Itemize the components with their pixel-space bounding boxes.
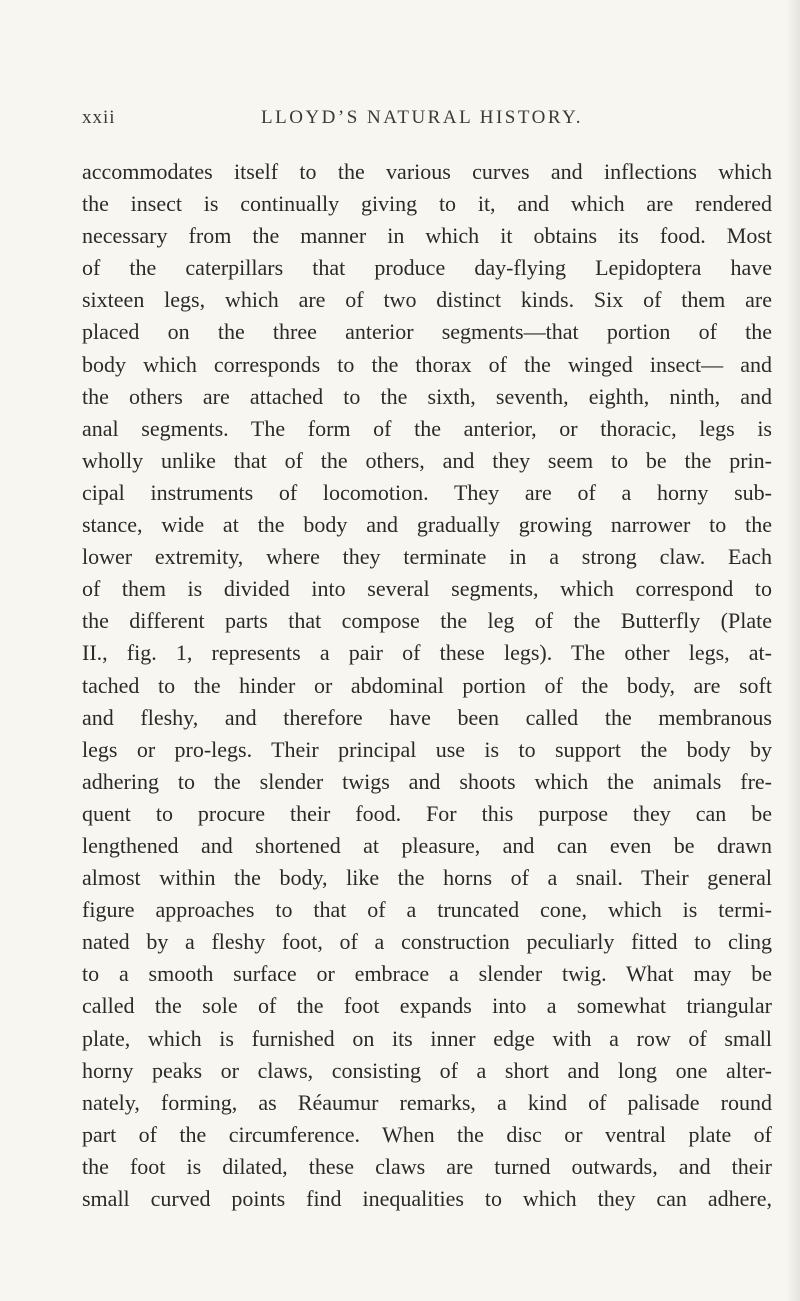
- text-line: the insect is continually giving to it, and which are rendered: [82, 191, 772, 217]
- text-line: nated by a fleshy foot, of a construction peculiarly fitted to cling: [82, 929, 772, 955]
- text-line: accommodates itself to the various curves and inflections which: [82, 159, 772, 184]
- text-line: and fleshy, and therefore have been called the membranous: [82, 704, 772, 730]
- text-line: necessary from the manner in which it obtains its food. Most: [82, 223, 772, 249]
- body-text: [82, 156, 772, 1215]
- text-line: the foot is dilated, these claws are turned outwards, and their: [82, 1153, 772, 1179]
- text-line: part of the circumference. When the disc or ventral plate of: [82, 1121, 772, 1147]
- text-line: cipal instruments of locomotion. They are of a horny sub-: [82, 479, 772, 505]
- text-line: tached to the hinder or abdominal portion of the body, are soft: [82, 672, 772, 698]
- text-line: body which corresponds to the thorax of the winged insect— and: [82, 351, 772, 377]
- text-line: the different parts that compose the leg of the Butterfly (Plate: [82, 608, 772, 634]
- running-head: [82, 107, 762, 137]
- text-line: to a smooth surface or embrace a slender twig. What may be: [82, 961, 772, 987]
- text-line: small curved points find inequalities to which they can adhere,: [82, 1186, 772, 1211]
- text-line: anal segments. The form of the anterior, or thoracic, legs is: [82, 415, 772, 441]
- text-line: legs or pro-legs. Their principal use is to support the body by: [82, 736, 772, 762]
- text-line: called the sole of the foot expands into a somewhat triangular: [82, 993, 772, 1019]
- text-line: horny peaks or claws, consisting of a short and long one alter-: [82, 1057, 772, 1083]
- text-line: figure approaches to that of a truncated cone, which is termi-: [82, 897, 772, 923]
- text-line: of them is divided into several segments, which correspond to: [82, 576, 772, 602]
- text-line: stance, wide at the body and gradually growing narrower to the: [82, 512, 772, 538]
- text-line: plate, which is furnished on its inner edge with a row of small: [82, 1025, 772, 1051]
- text-line: almost within the body, like the horns of a snail. Their general: [82, 865, 772, 891]
- text-line: wholly unlike that of the others, and they seem to be the prin-: [82, 447, 772, 473]
- text-line: the others are attached to the sixth, seventh, eighth, ninth, and: [82, 383, 772, 409]
- text-line: lengthened and shortened at pleasure, and can even be drawn: [82, 832, 772, 858]
- page-edge-shadow: [786, 0, 800, 1301]
- text-line: adhering to the slender twigs and shoots which the animals fre-: [82, 768, 772, 794]
- running-title: LLOYD’S NATURAL HISTORY.: [261, 107, 583, 128]
- text-line: of the caterpillars that produce day-flying Lepidoptera have: [82, 255, 772, 281]
- text-line: lower extremity, where they terminate in a strong claw. Each: [82, 544, 772, 570]
- text-line: sixteen legs, which are of two distinct kinds. Six of them are: [82, 287, 772, 313]
- text-line: nately, forming, as Réaumur remarks, a kind of palisade round: [82, 1089, 772, 1115]
- page-number: xxii: [82, 107, 116, 128]
- text-line: II., fig. 1, represents a pair of these legs). The other legs, at-: [82, 640, 772, 666]
- text-line: placed on the three anterior segments—that portion of the: [82, 319, 772, 345]
- text-line: quent to procure their food. For this purpose they can be: [82, 800, 772, 826]
